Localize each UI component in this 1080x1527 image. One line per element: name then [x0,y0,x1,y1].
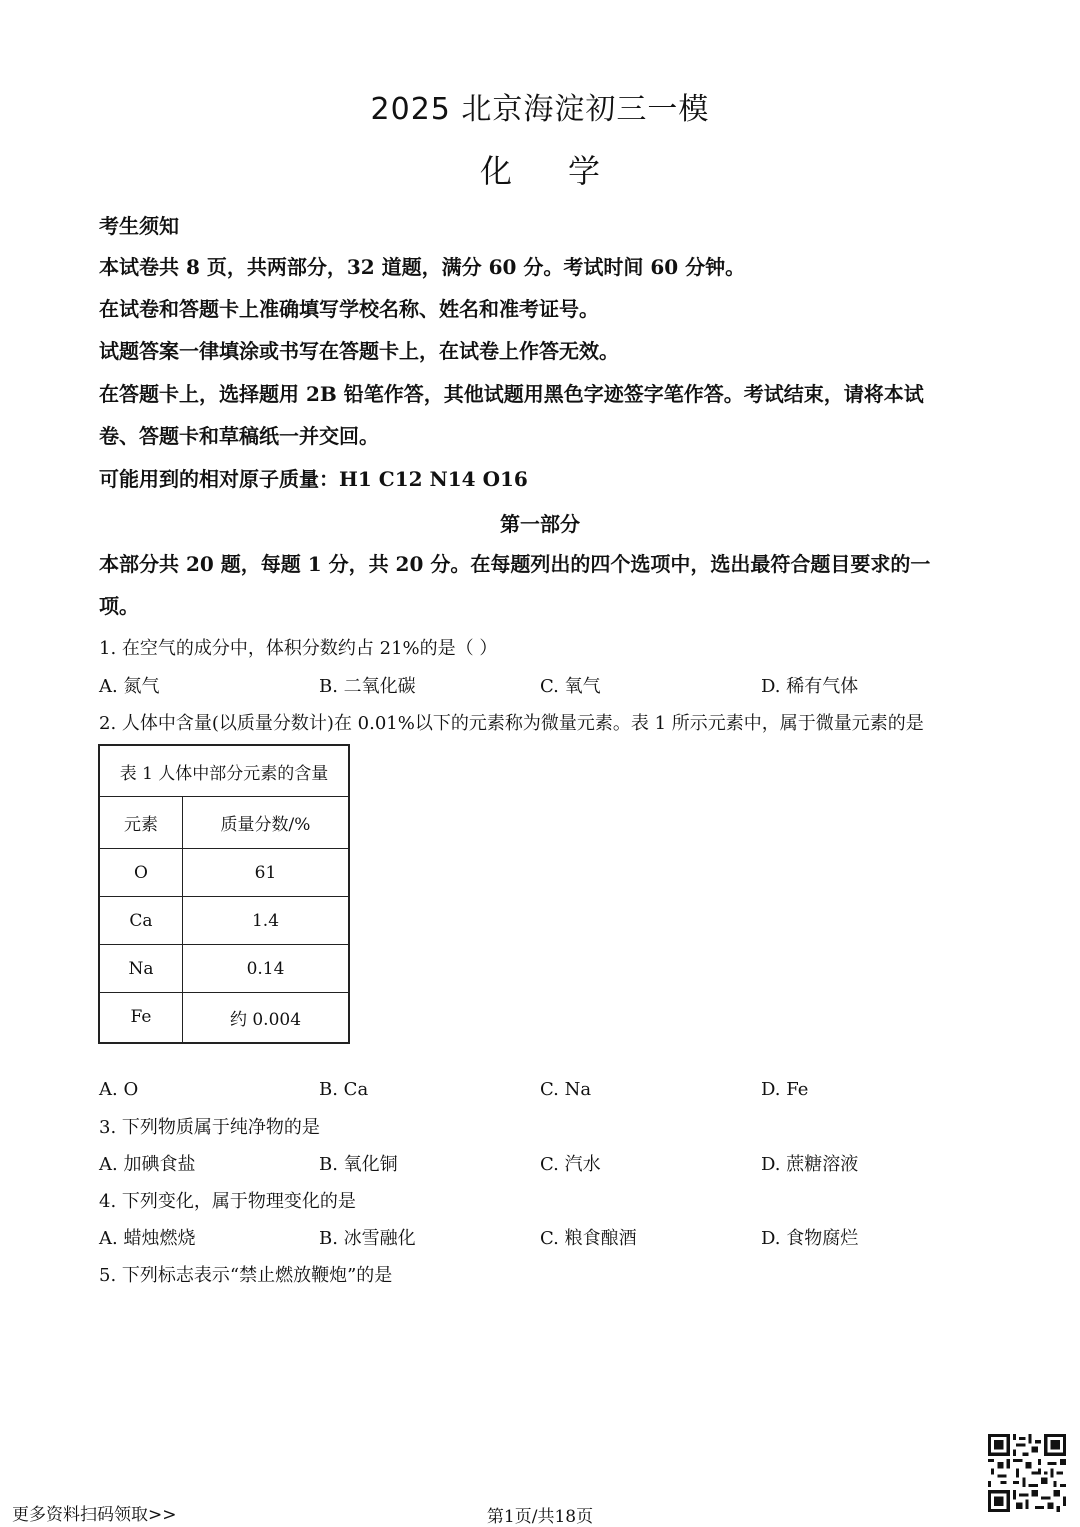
question-3-option-c: C. 汽水 [540,1154,601,1175]
qr-code-icon[interactable] [988,1434,1066,1512]
exam-title: 2025 北京海淀初三一模 [370,92,710,127]
question-4-stem: 4. 下列变化，属于物理变化的是 [99,1191,356,1212]
part-one-title: 第一部分 [500,512,580,536]
part-one-intro-cont: 项。 [99,594,139,618]
question-2-option-a: A. O [99,1079,139,1100]
question-4-option-d: D. 食物腐烂 [761,1228,859,1249]
question-4-option-b: B. 冰雪融化 [319,1228,416,1249]
table-cell: 约 0.004 [183,993,350,1043]
table-row [99,945,349,993]
table-row [99,993,349,1043]
footer-qr-hint: 更多资料扫码领取>> [12,1505,177,1525]
question-2-option-d: D. Fe [761,1079,809,1100]
atomic-mass-line: 可能用到的相对原子质量：H1 C12 N14 O16 [99,467,528,491]
question-2-stem: 2. 人体中含量(以质量分数计)在 0.01%以下的元素称为微量元素。表 1 所示元素中，属于微量元素的是 [99,713,924,734]
table-cell: Na [99,945,183,993]
table-cell: 0.14 [183,945,350,993]
question-2-option-c: C. Na [540,1079,592,1100]
notice-line: 卷、答题卡和草稿纸一并交回。 [99,424,379,448]
question-2-option-b: B. Ca [319,1079,369,1100]
subject-title: 化学 [479,152,656,190]
question-5-stem: 5. 下列标志表示“禁止燃放鞭炮”的是 [99,1265,393,1286]
question-1-option-b: B. 二氧化碳 [319,676,416,697]
question-1-option-a: A. 氮气 [99,676,160,697]
table-row [99,849,349,897]
question-3-stem: 3. 下列物质属于纯净物的是 [99,1117,320,1138]
question-3-option-a: A. 加碘食盐 [99,1154,196,1175]
question-1-stem: 1. 在空气的成分中，体积分数约占 21%的是（ ） [99,638,498,659]
notice-line: 试题答案一律填涂或书写在答题卡上，在试卷上作答无效。 [99,339,619,363]
table-header-mass-fraction: 质量分数/% [183,797,350,849]
question-3-option-d: D. 蔗糖溶液 [761,1154,859,1175]
table-header-element: 元素 [99,797,183,849]
table-cell: Fe [99,993,183,1043]
part-one-intro: 本部分共 20 题，每题 1 分，共 20 分。在每题列出的四个选项中，选出最符合题目要求的一 [99,552,931,576]
question-1-option-d: D. 稀有气体 [761,676,859,697]
notice-line: 在试卷和答题卡上准确填写学校名称、姓名和准考证号。 [99,297,599,321]
table-cell: Ca [99,897,183,945]
table-cell: O [99,849,183,897]
notice-heading: 考生须知 [99,214,179,238]
question-1-option-c: C. 氧气 [540,676,601,697]
notice-line: 在答题卡上，选择题用 2B 铅笔作答，其他试题用黑色字迹签字笔作答。考试结束，请将本试 [99,382,924,406]
question-4-option-a: A. 蜡烛燃烧 [99,1228,196,1249]
question-4-option-c: C. 粮食酿酒 [540,1228,637,1249]
table-cell: 61 [183,849,350,897]
notice-line: 本试卷共 8 页，共两部分，32 道题，满分 60 分。考试时间 60 分钟。 [99,255,746,279]
table-row [99,897,349,945]
element-content-table [98,744,350,1044]
table-cell: 1.4 [183,897,350,945]
table-caption: 表 1 人体中部分元素的含量 [99,745,349,797]
page-number: 第1页/共18页 [486,1507,594,1527]
question-3-option-b: B. 氧化铜 [319,1154,398,1175]
